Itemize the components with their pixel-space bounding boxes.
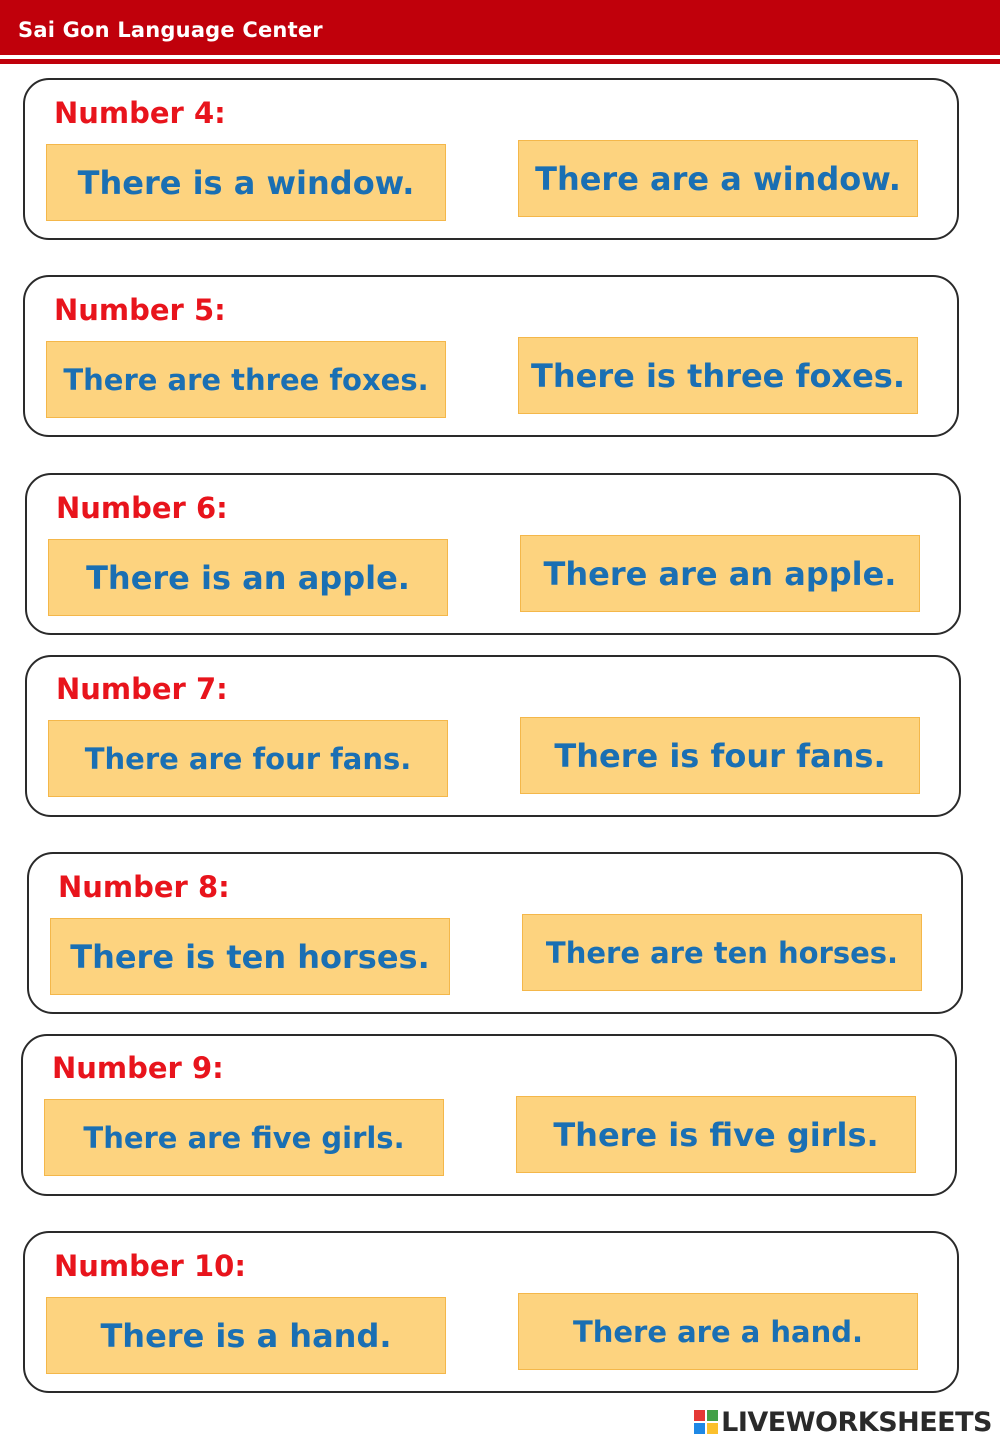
liveworksheets-logo[interactable] — [694, 1407, 992, 1437]
answer-option-a[interactable]: There is an apple. — [48, 539, 448, 616]
question-label: Number 8: — [58, 870, 230, 904]
answer-option-b[interactable]: There are an apple. — [520, 535, 920, 612]
logo-text: LIVEWORKSHEETS — [721, 1406, 992, 1438]
question-label: Number 6: — [56, 491, 228, 525]
question-card — [21, 1034, 957, 1196]
header-divider — [0, 59, 1000, 64]
question-card — [23, 1231, 959, 1393]
answer-option-b[interactable]: There is three foxes. — [518, 337, 918, 414]
question-card — [23, 275, 959, 437]
question-label: Number 7: — [56, 672, 228, 706]
answer-option-a[interactable]: There are five girls. — [44, 1099, 444, 1176]
question-label: Number 4: — [54, 96, 226, 130]
question-card — [27, 852, 963, 1014]
answer-option-a[interactable]: There is a window. — [46, 144, 446, 221]
question-label: Number 5: — [54, 293, 226, 327]
answer-option-b[interactable]: There is five girls. — [516, 1096, 916, 1173]
answer-option-a[interactable]: There are three foxes. — [46, 341, 446, 418]
header-bar — [0, 0, 1000, 55]
question-card — [23, 78, 959, 240]
question-card — [25, 473, 961, 635]
answer-option-b[interactable]: There are a window. — [518, 140, 918, 217]
answer-option-a[interactable]: There is ten horses. — [50, 918, 450, 995]
question-card — [25, 655, 961, 817]
answer-option-b[interactable]: There are ten horses. — [522, 914, 922, 991]
answer-option-a[interactable]: There is a hand. — [46, 1297, 446, 1374]
answer-option-a[interactable]: There are four fans. — [48, 720, 448, 797]
question-label: Number 9: — [52, 1051, 224, 1085]
header-title: Sai Gon Language Center — [18, 18, 323, 42]
answer-option-b[interactable]: There is four fans. — [520, 717, 920, 794]
liveworksheets-logo-icon — [694, 1410, 718, 1434]
answer-option-b[interactable]: There are a hand. — [518, 1293, 918, 1370]
question-label: Number 10: — [54, 1249, 246, 1283]
